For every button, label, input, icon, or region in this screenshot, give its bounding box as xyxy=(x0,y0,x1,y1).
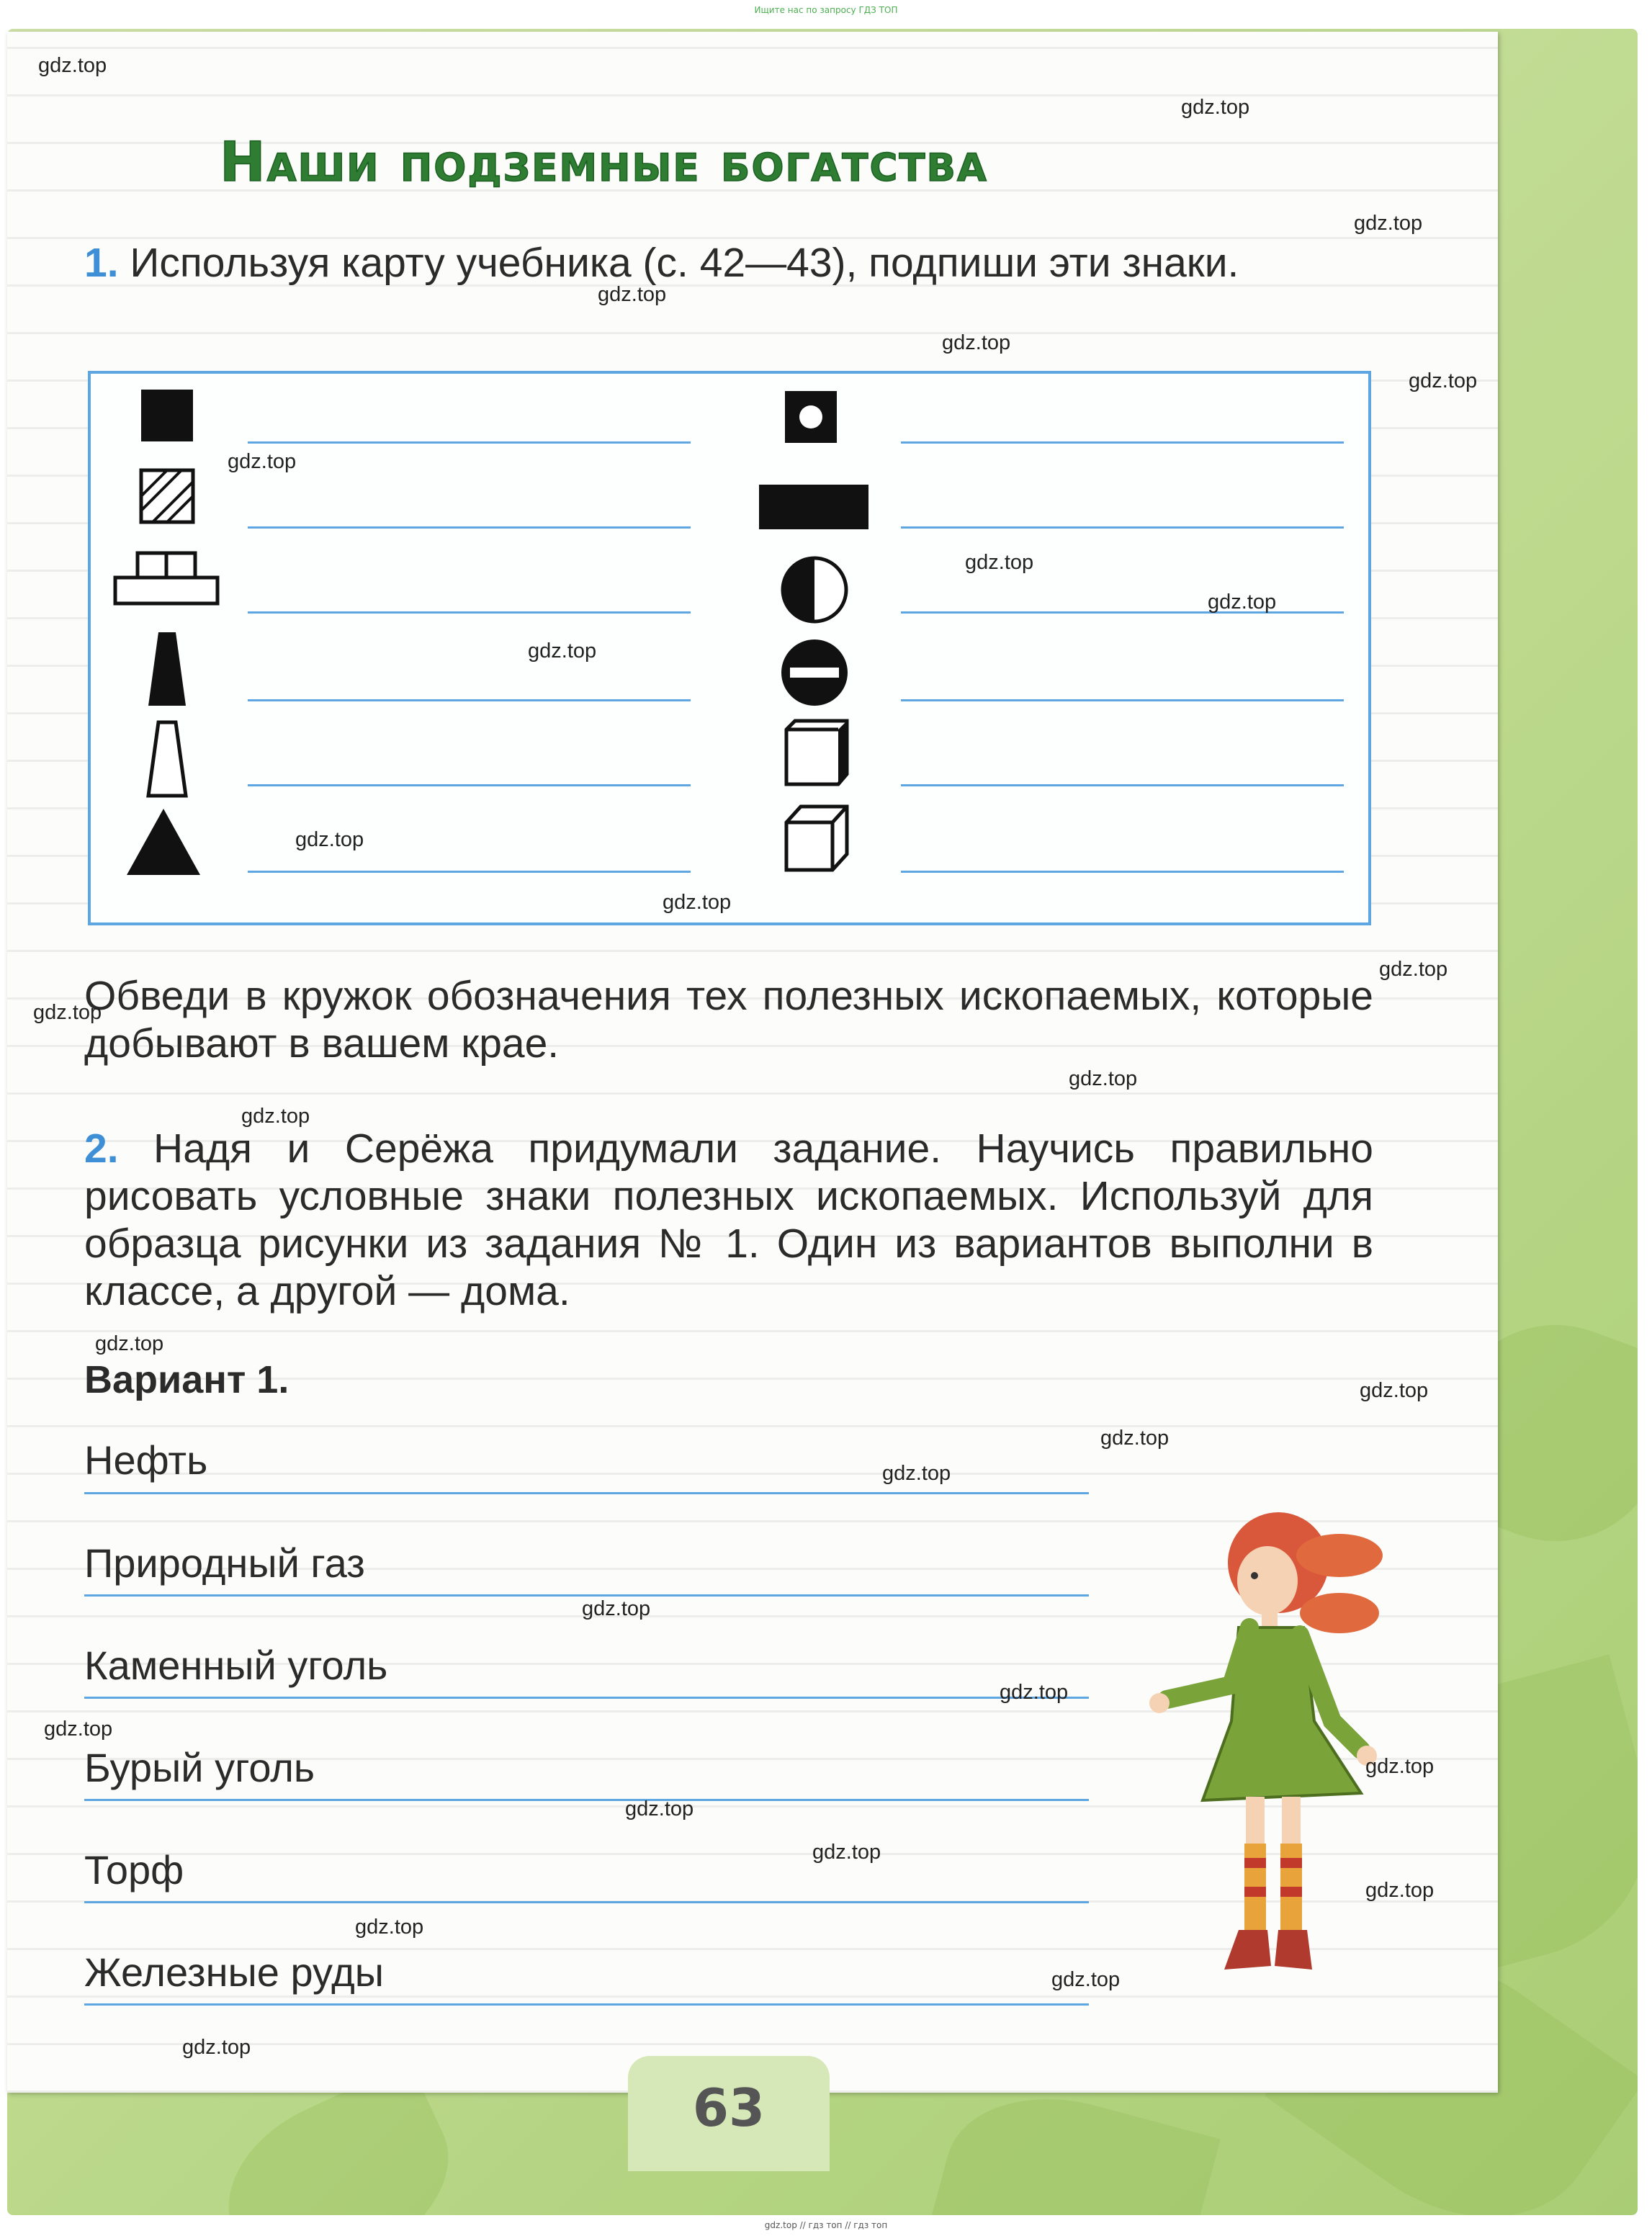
watermark: gdz.top xyxy=(582,1597,651,1620)
answer-line[interactable] xyxy=(901,699,1344,701)
answer-line[interactable] xyxy=(901,871,1344,873)
answer-line[interactable] xyxy=(901,441,1344,444)
mineral-label: Природный газ xyxy=(84,1540,365,1586)
watermark: gdz.top xyxy=(882,1462,951,1485)
page-title: Наши подземные богатства xyxy=(220,130,988,194)
answer-line[interactable] xyxy=(248,526,691,529)
watermark: gdz.top xyxy=(625,1797,694,1820)
mineral-label: Торф xyxy=(84,1847,184,1892)
watermark: gdz.top xyxy=(1100,1427,1170,1450)
black-rectangle-icon xyxy=(756,482,871,532)
watermark: gdz.top xyxy=(1208,591,1277,614)
watermark: gdz.top xyxy=(965,551,1034,574)
answer-line[interactable] xyxy=(248,784,691,786)
watermark: gdz.top xyxy=(1365,1879,1435,1902)
task-2-number: 2. xyxy=(84,1126,119,1172)
watermark: gdz.top xyxy=(1000,1681,1069,1704)
answer-line[interactable] xyxy=(84,1697,1089,1699)
answer-line[interactable] xyxy=(901,526,1344,529)
task-1-text: Используя карту учебника (с. 42—43), подпиши эти знаки. xyxy=(130,240,1239,286)
top-banner: Ищите нас по запросу ГДЗ ТОП xyxy=(754,5,898,15)
page-number-tab xyxy=(628,2056,830,2171)
hand-shape xyxy=(1149,1693,1170,1713)
watermark: gdz.top xyxy=(528,639,597,663)
watermark: gdz.top xyxy=(1354,212,1423,235)
black-trapezoid-icon xyxy=(138,629,196,709)
watermark: gdz.top xyxy=(1379,958,1448,981)
arm-shape xyxy=(1167,1627,1249,1700)
answer-line[interactable] xyxy=(901,611,1344,614)
watermark: gdz.top xyxy=(38,54,107,77)
watermark: gdz.top xyxy=(241,1105,310,1128)
sock-stripe xyxy=(1244,1887,1266,1897)
answer-line[interactable] xyxy=(84,2003,1089,2006)
outline-cube-icon xyxy=(781,718,853,790)
watermark: gdz.top xyxy=(44,1718,113,1741)
square-with-dot-icon xyxy=(782,388,840,446)
task-1-number: 1. xyxy=(84,240,119,286)
watermark: gdz.top xyxy=(1051,1968,1121,1991)
watermark: gdz.top xyxy=(812,1841,881,1864)
watermark: gdz.top xyxy=(1069,1067,1138,1090)
outline-trapezoid-icon xyxy=(138,719,196,799)
answer-line[interactable] xyxy=(248,871,691,873)
bricks-icon xyxy=(112,550,220,608)
open-cube-icon xyxy=(781,802,853,874)
answer-line[interactable] xyxy=(84,1492,1089,1494)
answer-line[interactable] xyxy=(248,611,691,614)
watermark: gdz.top xyxy=(1181,96,1250,119)
mineral-label: Нефть xyxy=(84,1437,208,1483)
boot-shape xyxy=(1275,1930,1312,1970)
answer-line[interactable] xyxy=(84,1799,1089,1801)
watermark: gdz.top xyxy=(1360,1379,1429,1402)
watermark: gdz.top xyxy=(663,891,732,914)
watermark: gdz.top xyxy=(295,828,364,851)
sock-stripe xyxy=(1280,1858,1302,1868)
watermark: gdz.top xyxy=(355,1916,424,1939)
watermark: gdz.top xyxy=(182,2036,251,2059)
task-2 xyxy=(84,1125,1373,1315)
task-1 xyxy=(84,239,1373,287)
answer-line[interactable] xyxy=(84,1594,1089,1597)
answer-line[interactable] xyxy=(248,699,691,701)
variant-title: Вариант 1. xyxy=(84,1358,289,1401)
answer-line[interactable] xyxy=(248,441,691,444)
ponytail-shape xyxy=(1296,1534,1383,1577)
face-shape xyxy=(1237,1546,1298,1615)
watermark: gdz.top xyxy=(942,331,1011,354)
answer-line[interactable] xyxy=(901,784,1344,786)
watermark: gdz.top xyxy=(1365,1755,1435,1778)
circle-with-bar-icon xyxy=(778,637,850,709)
eye-shape xyxy=(1251,1572,1258,1579)
sock-stripe xyxy=(1244,1858,1266,1868)
boot-shape xyxy=(1224,1930,1271,1970)
ponytail-shape xyxy=(1300,1593,1379,1633)
mineral-label: Бурый уголь xyxy=(84,1745,315,1790)
sock-stripe xyxy=(1280,1887,1302,1897)
answer-line[interactable] xyxy=(84,1901,1089,1903)
hatched-square-icon xyxy=(138,467,196,525)
page-number: 63 xyxy=(692,2078,766,2138)
watermark: gdz.top xyxy=(598,283,667,306)
task-2-text: Надя и Серёжа придумали задание. Научись правильно рисовать условные знаки полезных ископаемых. Используй для образца рисунки из задания № 1. Один из вариантов выполни в классе, а другой — дома. xyxy=(84,1126,1373,1314)
task-1-followup: Обведи в кружок обозначения тех полезных ископаемых, которые добывают в вашем крае. xyxy=(84,973,1373,1067)
watermark: gdz.top xyxy=(1409,369,1478,392)
mineral-label: Каменный уголь xyxy=(84,1643,388,1688)
half-circle-icon xyxy=(778,554,850,626)
black-square-icon xyxy=(138,387,196,444)
bottom-banner: gdz.top // гдз топ // гдз топ xyxy=(764,2220,888,2230)
watermark: gdz.top xyxy=(228,450,297,473)
mineral-label: Железные руды xyxy=(84,1949,385,1995)
leaf-decoration xyxy=(925,2073,1221,2215)
watermark: gdz.top xyxy=(95,1332,164,1355)
black-triangle-icon xyxy=(124,806,203,878)
watermark: gdz.top xyxy=(33,1001,102,1024)
